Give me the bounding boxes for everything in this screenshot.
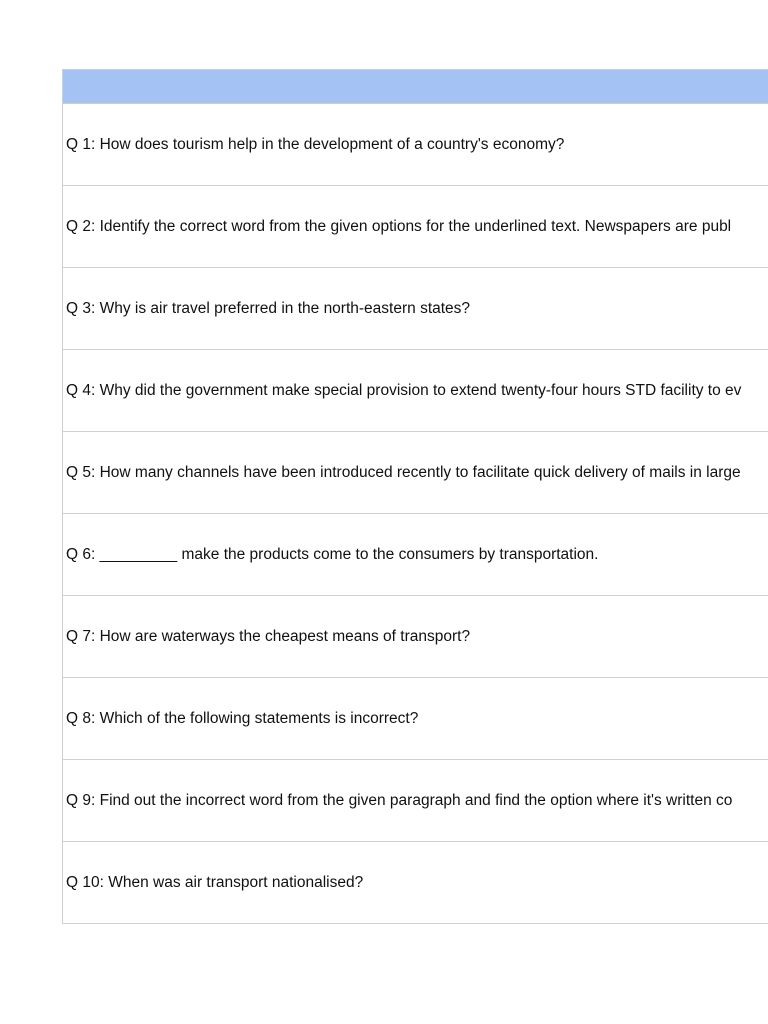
question-text: Q 5: How many channels have been introduced recently to facilitate quick delivery of mails in large — [66, 463, 741, 481]
question-row[interactable] — [63, 760, 768, 842]
question-row[interactable] — [63, 186, 768, 268]
question-text: Q 6: _________ make the products come to the consumers by transportation. — [66, 545, 599, 563]
question-row[interactable] — [63, 268, 768, 350]
question-row[interactable] — [63, 432, 768, 514]
question-table — [62, 69, 768, 924]
question-row[interactable] — [63, 842, 768, 924]
question-text: Q 3: Why is air travel preferred in the north-eastern states? — [66, 299, 471, 317]
question-row[interactable] — [63, 678, 768, 760]
question-text: Q 4: Why did the government make special provision to extend twenty-four hours STD facility to ev — [66, 381, 742, 399]
question-row[interactable] — [63, 514, 768, 596]
question-text: Q 2: Identify the correct word from the given options for the underlined text. Newspapers are publ — [66, 217, 732, 235]
header-row[interactable] — [63, 70, 768, 104]
question-row[interactable] — [63, 104, 768, 186]
question-text: Q 10: When was air transport nationalised? — [66, 873, 364, 891]
question-text: Q 9: Find out the incorrect word from the given paragraph and find the option where it's written co — [66, 791, 733, 809]
question-row[interactable] — [63, 350, 768, 432]
question-text: Q 7: How are waterways the cheapest means of transport? — [66, 627, 471, 645]
question-row[interactable] — [63, 596, 768, 678]
question-text: Q 1: How does tourism help in the development of a country's economy? — [66, 135, 565, 153]
question-text: Q 8: Which of the following statements is incorrect? — [66, 709, 419, 727]
